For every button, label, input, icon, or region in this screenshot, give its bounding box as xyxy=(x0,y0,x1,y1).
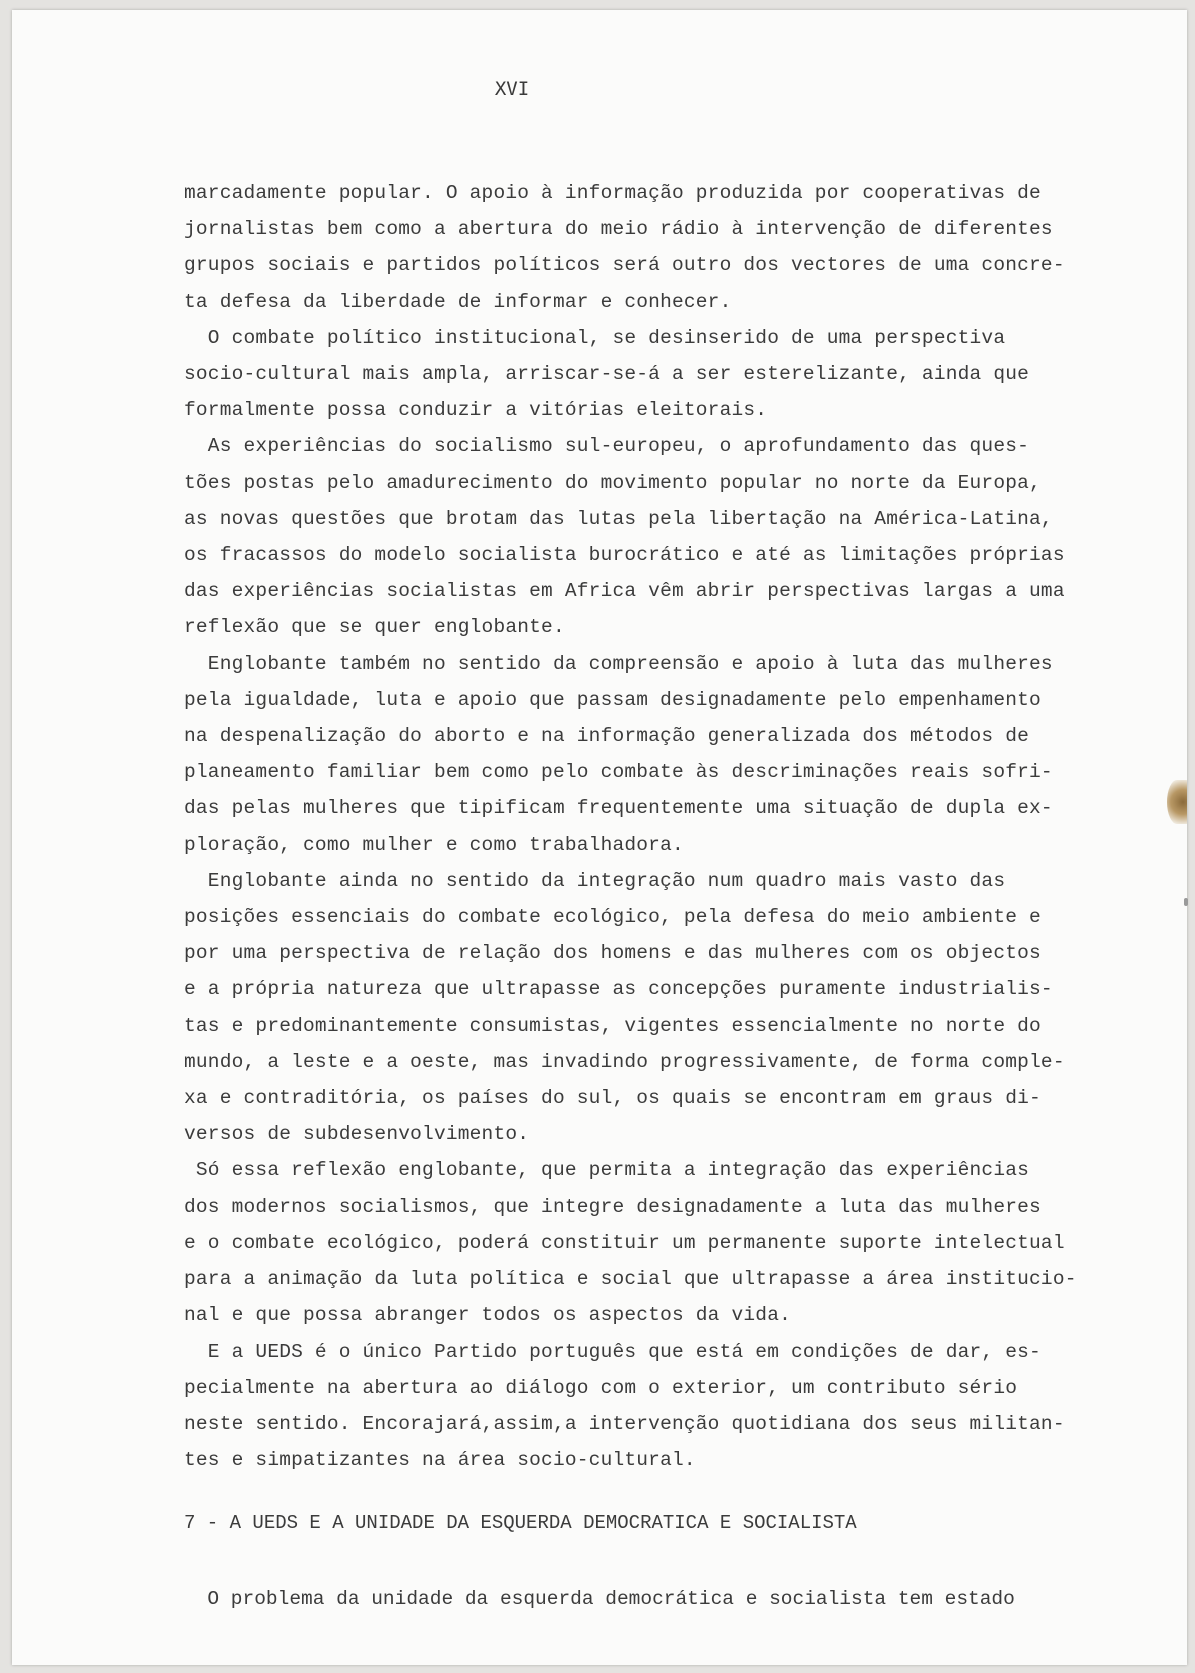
text-line: grupos sociais e partidos políticos será outro dos vectores de uma concre- xyxy=(184,254,1065,277)
text-line: os fracassos do modelo socialista burocrático e até as limitações próprias xyxy=(184,544,1065,567)
text-line: e a própria natureza que ultrapasse as concepções puramente industrialis- xyxy=(184,978,1053,1001)
text-line: pecialmente na abertura ao diálogo com o exterior, um contributo sério xyxy=(184,1376,1018,1399)
text-line: e o combate ecológico, poderá constituir um permanente suporte intelectual xyxy=(184,1231,1065,1254)
document-page xyxy=(12,10,1187,1665)
text-line: mundo, a leste e a oeste, mas invadindo progressivamente, de forma comple- xyxy=(184,1050,1065,1073)
text-line: neste sentido. Encorajará,assim,a intervenção quotidiana dos seus militan- xyxy=(184,1412,1065,1435)
text-line: posições essenciais do combate ecológico, pela defesa do meio ambiente e xyxy=(184,906,1041,929)
text-line: Englobante ainda no sentido da integração num quadro mais vasto das xyxy=(184,869,1006,892)
text-line: ta defesa da liberdade de informar e conhecer. xyxy=(184,290,732,313)
text-line: As experiências do socialismo sul-europeu, o aprofundamento das ques- xyxy=(184,435,1030,458)
text-line: versos de subdesenvolvimento. xyxy=(184,1123,530,1146)
text-line: xa e contraditória, os países do sul, os quais se encontram em graus di- xyxy=(184,1087,1041,1110)
text-line: as novas questões que brotam das lutas pela libertação na América-Latina, xyxy=(184,507,1053,530)
text-line: tões postas pelo amadurecimento do movimento popular no norte da Europa, xyxy=(184,471,1041,494)
text-line: formalmente possa conduzir a vitórias eleitorais. xyxy=(184,399,768,422)
text-line: Englobante também no sentido da compreensão e apoio à luta das mulheres xyxy=(184,652,1053,675)
text-line: reflexão que se quer englobante. xyxy=(184,616,565,639)
paper-mark xyxy=(1184,898,1188,906)
text-line: marcadamente popular. O apoio à informação produzida por cooperativas de xyxy=(184,182,1041,204)
text-line: socio-cultural mais ampla, arriscar-se-á a ser esterelizante, ainda que xyxy=(184,363,1030,386)
text-line: por uma perspectiva de relação dos homens e das mulheres com os objectos xyxy=(184,942,1041,965)
text-line: planeamento familiar bem como pelo combate às descriminações reais sofri- xyxy=(184,761,1053,784)
text-line: tas e predominantemente consumistas, vigentes essencialmente no norte do xyxy=(184,1014,1041,1037)
text-line: dos modernos socialismos, que integre designadamente a luta das mulheres xyxy=(184,1195,1041,1218)
text-line: Só essa reflexão englobante, que permita a integração das experiências xyxy=(184,1159,1030,1182)
text-line: O problema da unidade da esquerda democrática e socialista tem estado xyxy=(184,1588,1015,1610)
text-line: das experiências socialistas em Africa vêm abrir perspectivas largas a uma xyxy=(184,580,1065,603)
text-line: jornalistas bem como a abertura do meio rádio à intervenção de diferentes xyxy=(184,218,1053,241)
text-line: das pelas mulheres que tipificam frequentemente uma situação de dupla ex- xyxy=(184,797,1053,820)
text-line: E a UEDS é o único Partido português que está em condições de dar, es- xyxy=(184,1340,1041,1363)
text-line: pela igualdade, luta e apoio que passam designadamente pelo empenhamento xyxy=(184,688,1041,711)
section-heading: 7 - A UEDS E A UNIDADE DA ESQUERDA DEMOCRATICA E SOCIALISTA xyxy=(184,1512,857,1534)
text-line: nal e que possa abranger todos os aspectos da vida. xyxy=(184,1304,791,1327)
page-number: XVI xyxy=(494,78,530,100)
text-line: tes e simpatizantes na área socio-cultural. xyxy=(184,1449,696,1472)
text-line: ploração, como mulher e como trabalhadora. xyxy=(184,833,684,856)
text-line: para a animação da luta política e social que ultrapasse a área institucio- xyxy=(184,1268,1077,1291)
text-line: O combate político institucional, se desinserido de uma perspectiva xyxy=(184,326,1006,349)
paper-stain xyxy=(1167,780,1187,824)
text-line: na despenalização do aborto e na informação generalizada dos métodos de xyxy=(184,725,1030,748)
body-text xyxy=(184,175,1084,1478)
